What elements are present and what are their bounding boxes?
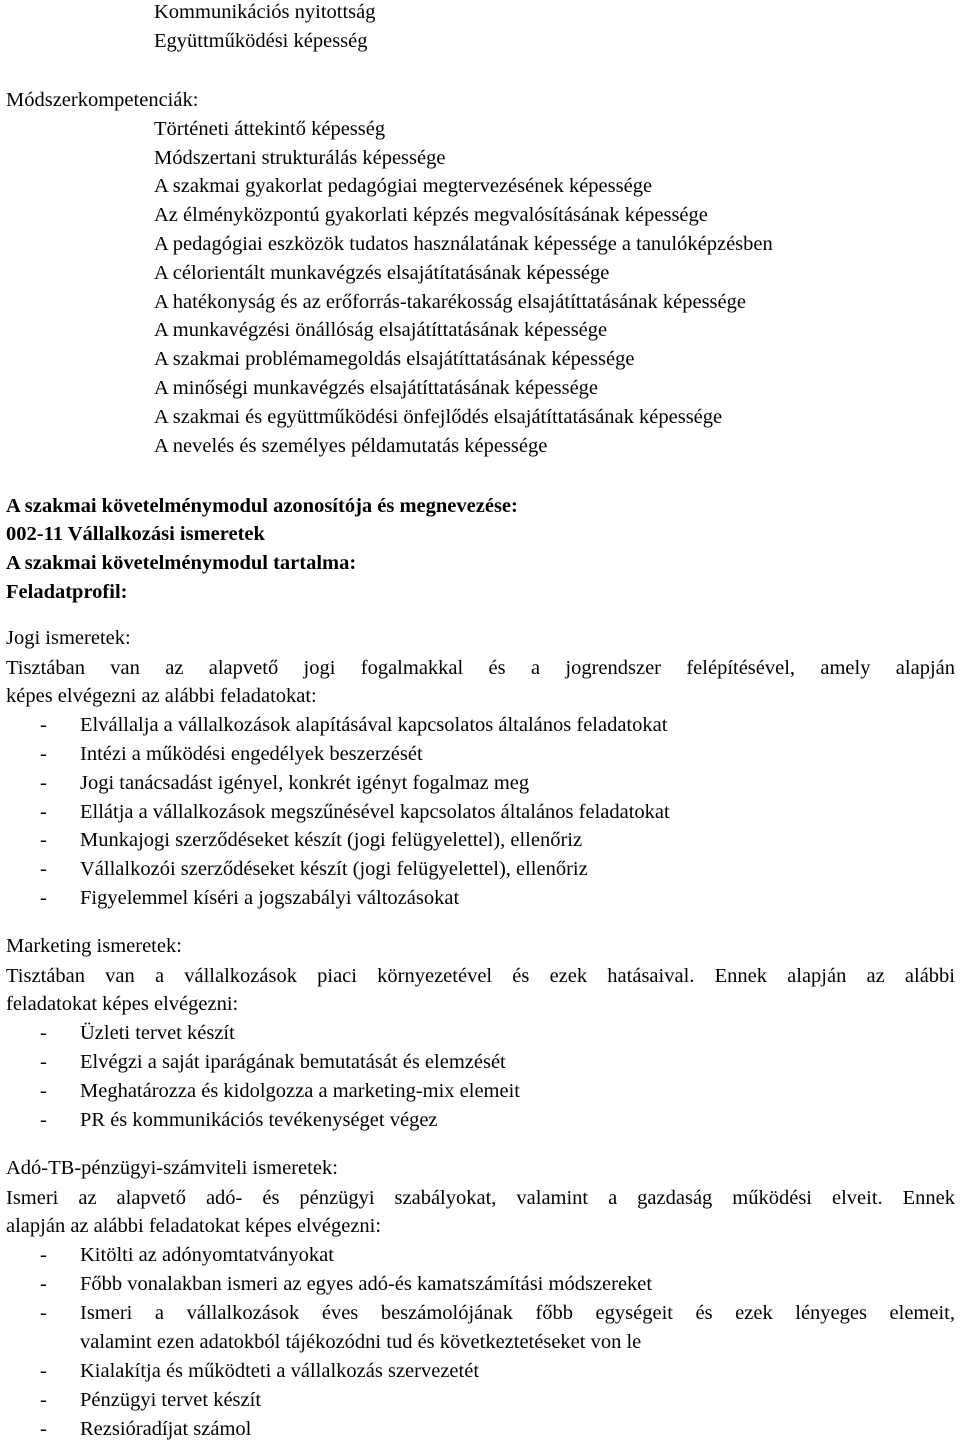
bullet-dash: - — [40, 1080, 47, 1102]
method-item: Az élményközpontú gyakorlati képzés megvalósításának képessége — [154, 204, 708, 226]
tax-task-item: Kitölti az adónyomtatványokat — [80, 1244, 334, 1266]
method-item: A pedagógiai eszközök tudatos használatának képessége a tanulóképzésben — [154, 233, 773, 255]
bullet-dash: - — [40, 1418, 47, 1440]
bullet-dash: - — [40, 1244, 47, 1266]
bullet-dash: - — [40, 858, 47, 880]
bullet-dash: - — [40, 1302, 47, 1324]
marketing-intro-line-2: feladatokat képes elvégezni: — [6, 993, 239, 1015]
marketing-task-item: PR és kommunikációs tevékenységet végez — [80, 1109, 438, 1131]
method-item: A szakmai problémamegoldás elsajátíttatásának képessége — [154, 348, 635, 370]
method-item: Történeti áttekintő képesség — [154, 118, 386, 140]
bullet-dash: - — [40, 829, 47, 851]
tax-task-item: Főbb vonalakban ismeri az egyes adó-és kamatszámítási módszereket — [80, 1273, 653, 1295]
tax-task-item: Pénzügyi tervet készít — [80, 1389, 262, 1411]
bullet-dash: - — [40, 1389, 47, 1411]
tax-task-item: Ismeri a vállalkozások éves beszámolójának főbb egységeit és ezek lényeges elemeit, — [80, 1302, 955, 1324]
bullet-dash: - — [40, 714, 47, 736]
bullet-dash: - — [40, 887, 47, 909]
marketing-heading: Marketing ismeretek: — [6, 935, 182, 957]
marketing-task-item: Elvégzi a saját iparágának bemutatását és elemzését — [80, 1051, 506, 1073]
marketing-task-item: Üzleti tervet készít — [80, 1022, 235, 1044]
tax-task-item: Kialakítja és működteti a vállalkozás szervezetét — [80, 1360, 480, 1382]
tax-intro-line-2: alapján az alábbi feladatokat képes elvégezni: — [6, 1215, 382, 1237]
tax-heading: Adó-TB-pénzügyi-számviteli ismeretek: — [6, 1157, 338, 1179]
tax-task-item: Rezsióradíjat számol — [80, 1418, 252, 1440]
module-content-heading: A szakmai követelménymodul tartalma: — [6, 552, 357, 574]
legal-heading: Jogi ismeretek: — [6, 627, 131, 649]
legal-task-item: Ellátja a vállalkozások megszűnésével kapcsolatos általános feladatokat — [80, 801, 670, 823]
method-item: Módszertani strukturálás képessége — [154, 147, 446, 169]
bullet-dash: - — [40, 1051, 47, 1073]
legal-task-item: Intézi a működési engedélyek beszerzését — [80, 743, 423, 765]
method-item: A szakmai és együttműködési önfejlődés elsajátíttatásának képessége — [154, 406, 723, 428]
bullet-dash: - — [40, 743, 47, 765]
legal-task-item: Munkajogi szerződéseket készít (jogi felügyelettel), ellenőriz — [80, 829, 583, 851]
bullet-dash: - — [40, 1022, 47, 1044]
bullet-dash: - — [40, 1273, 47, 1295]
bullet-dash: - — [40, 1109, 47, 1131]
legal-task-item: Jogi tanácsadást igényel, konkrét igényt fogalmaz meg — [80, 772, 530, 794]
legal-intro-line-1: Tisztában van az alapvető jogi fogalmakkal és a jogrendszer felépítésével, amely alapján — [6, 657, 955, 679]
module-id-value: 002-11 Vállalkozási ismeretek — [6, 523, 265, 545]
tax-task-item-continuation: valamint ezen adatokból tájékozódni tud és következtetéseket von le — [80, 1331, 642, 1353]
bullet-dash: - — [40, 801, 47, 823]
method-competences-heading: Módszerkompetenciák: — [6, 89, 199, 111]
legal-intro-line-2: képes elvégezni az alábbi feladatokat: — [6, 685, 317, 707]
method-item: A szakmai gyakorlat pedagógiai megtervezésének képessége — [154, 175, 653, 197]
method-item: A nevelés és személyes példamutatás képessége — [154, 435, 548, 457]
method-item: A hatékonyság és az erőforrás-takarékosság elsajátíttatásának képessége — [154, 291, 746, 313]
task-profile-heading: Feladatprofil: — [6, 581, 128, 603]
module-id-heading: A szakmai követelménymodul azonosítója és megnevezése: — [6, 495, 518, 517]
tax-intro-line-1: Ismeri az alapvető adó- és pénzügyi szabályokat, valamint a gazdaság működési elveit. Ennek — [6, 1187, 955, 1209]
bullet-dash: - — [40, 1360, 47, 1382]
marketing-intro-line-1: Tisztában van a vállalkozások piaci környezetével és ezek hatásaival. Ennek alapján az alábbi — [6, 965, 955, 987]
legal-task-item: Elvállalja a vállalkozások alapításával kapcsolatos általános feladatokat — [80, 714, 668, 736]
marketing-task-item: Meghatározza és kidolgozza a marketing-mix elemeit — [80, 1080, 520, 1102]
method-item: A munkavégzési önállóság elsajátíttatásának képessége — [154, 319, 608, 341]
method-item: A célorientált munkavégzés elsajátítatásának képessége — [154, 262, 610, 284]
legal-task-item: Vállalkozói szerződéseket készít (jogi felügyelettel), ellenőriz — [80, 858, 588, 880]
competence-item: Kommunikációs nyitottság — [154, 1, 376, 23]
competence-item: Együttműködési képesség — [154, 30, 368, 52]
bullet-dash: - — [40, 772, 47, 794]
method-item: A minőségi munkavégzés elsajátíttatásának képessége — [154, 377, 599, 399]
legal-task-item: Figyelemmel kíséri a jogszabályi változásokat — [80, 887, 460, 909]
